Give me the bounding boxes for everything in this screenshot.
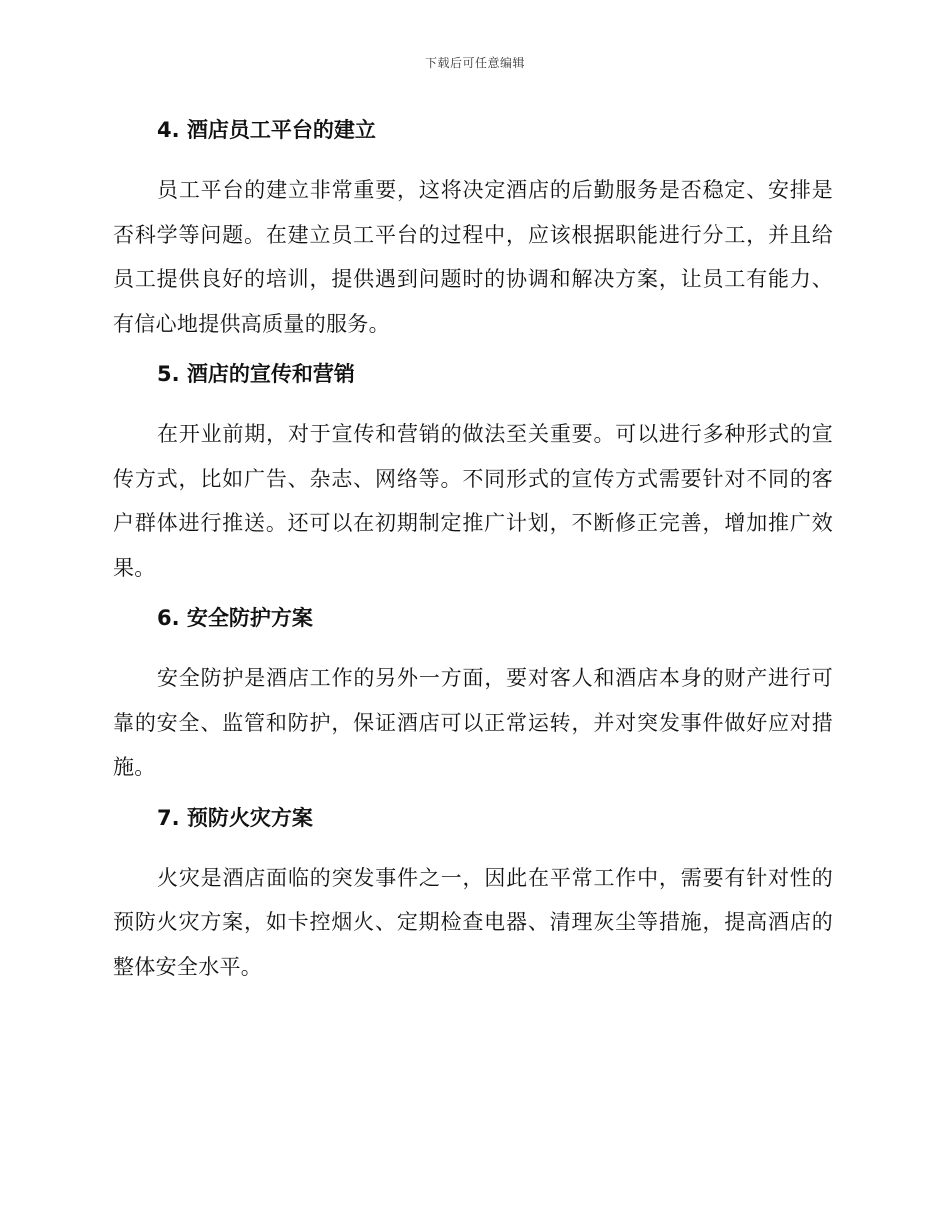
page-header: 下载后可任意编辑	[424, 56, 525, 70]
section-paragraph: 安全防护是酒店工作的另外一方面，要对客人和酒店本身的财产进行可靠的安全、监管和防护，保证酒店可以正常运转，并对突发事件做好应对措施。	[113, 666, 833, 779]
section-heading: 4. 酒店员工平台的建立	[157, 118, 376, 142]
section-fire-prevention	[113, 800, 833, 990]
section-paragraph: 火灾是酒店面临的突发事件之一，因此在平常工作中，需要有针对性的预防火灾方案，如卡控烟火、定期检查电器、清理灰尘等措施，提高酒店的整体安全水平。	[113, 865, 833, 979]
section-promotion-marketing	[113, 356, 833, 590]
section-staff-platform	[113, 112, 833, 346]
section-paragraph: 在开业前期，对于宣传和营销的做法至关重要。可以进行多种形式的宣传方式，比如广告、杂志、网络等。不同形式的宣传方式需要针对不同的客户群体进行推送。还可以在初期制定推广计划，不断修正完善，增加推广效果。	[113, 422, 833, 580]
section-heading: 6. 安全防护方案	[157, 606, 313, 630]
section-heading: 7. 预防火灾方案	[157, 805, 313, 830]
section-security-plan	[113, 600, 833, 790]
section-heading: 5. 酒店的宣传和营销	[157, 362, 355, 386]
document-body	[113, 112, 833, 989]
section-paragraph: 员工平台的建立非常重要，这将决定酒店的后勤服务是否稳定、安排是否科学等问题。在建立员工平台的过程中，应该根据职能进行分工，并且给员工提供良好的培训，提供遇到问题时的协调和解决方案，让员工有能力、有信心地提供高质量的服务。	[113, 178, 833, 336]
